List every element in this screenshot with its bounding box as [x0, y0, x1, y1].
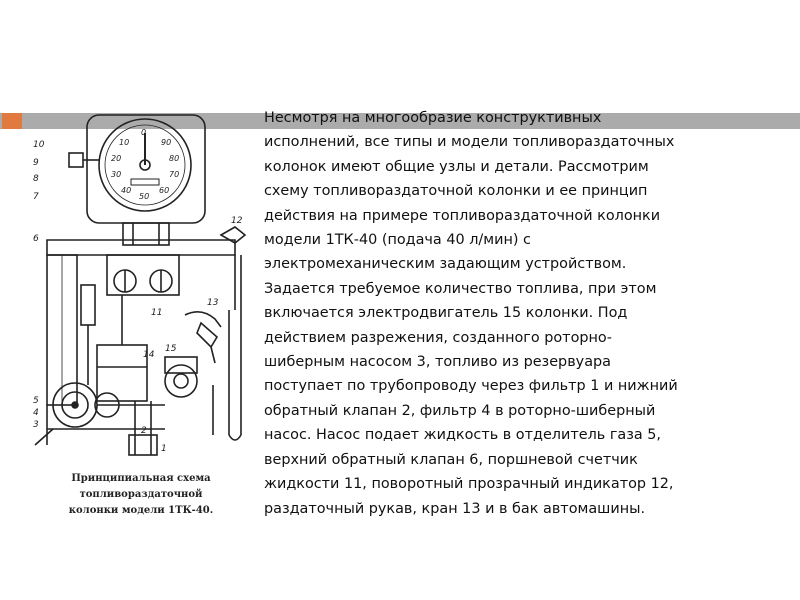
- part-label: 14: [143, 350, 155, 360]
- part-label: 1: [161, 444, 167, 454]
- paragraph-line: раздаточный рукав, кран 13 и в бак автомашины.: [264, 500, 646, 517]
- caption-line: Принципиальная схема топливораздаточной: [71, 473, 211, 500]
- dial-number: 90: [161, 138, 172, 147]
- fuel-dispenser-diagram: [25, 105, 257, 525]
- paragraph-line: жидкости 11, поворотный прозрачный индикатор 12,: [264, 476, 674, 493]
- paragraph-line: действия на примере топливораздаточной колонки: [264, 207, 661, 224]
- part-label: 3: [33, 420, 39, 430]
- paragraph-line: схему топливораздаточной колонки и ее принцип: [264, 183, 648, 200]
- dispenser-schematic: [25, 105, 257, 465]
- paragraph-line: насос. Насос подает жидкость в отделитель газа 5,: [264, 427, 661, 444]
- accent-marker: [2, 113, 22, 129]
- dial-number: 0: [141, 128, 147, 137]
- dial-number: 80: [169, 154, 180, 163]
- paragraph-line: верхний обратный клапан 6, поршневой счетчик: [264, 451, 638, 468]
- paragraph-line: модели 1ТК-40 (подача 40 л/мин) с: [264, 232, 531, 249]
- description-paragraph: [264, 106, 776, 521]
- part-label: 7: [33, 192, 39, 202]
- paragraph-line: шиберным насосом 3, топливо из резервуара: [264, 354, 611, 371]
- paragraph-line: исполнений, все типы и модели топливораздаточных: [264, 134, 675, 151]
- paragraph-line: колонок имеют общие узлы и детали. Рассмотрим: [264, 158, 649, 175]
- paragraph-line: поступает по трубопроводу через фильтр 1 и нижний: [264, 378, 678, 395]
- part-label: 15: [165, 344, 177, 354]
- dial-number: 50: [139, 192, 150, 201]
- part-label: 4: [33, 408, 39, 418]
- part-label: 5: [33, 396, 39, 406]
- paragraph-line: обратный клапан 2, фильтр 4 в роторно-шиберный: [264, 402, 656, 419]
- dial-number: 30: [111, 170, 122, 179]
- paragraph-line: включается электродвигатель 15 колонки. Под: [264, 305, 628, 322]
- part-label: 12: [231, 216, 243, 226]
- paragraph-line: действием разрежения, созданного роторно-: [264, 329, 612, 346]
- part-label: 2: [141, 426, 147, 436]
- part-label: 9: [33, 158, 39, 168]
- part-label: 11: [151, 308, 163, 318]
- part-label: 6: [33, 234, 39, 244]
- dial-number: 70: [169, 170, 180, 179]
- part-label: 13: [207, 298, 219, 308]
- dial-number: 20: [111, 154, 122, 163]
- paragraph-line: Задается требуемое количество топлива, при этом: [264, 280, 657, 297]
- paragraph-line: Несмотря на многообразие конструктивных: [264, 110, 602, 126]
- part-label: 8: [33, 174, 39, 184]
- dial-number: 60: [159, 186, 170, 195]
- caption-line: колонки модели 1ТК-40.: [68, 505, 214, 516]
- part-label: 10: [33, 140, 45, 150]
- figure-caption: [25, 471, 257, 519]
- dial-number: 40: [121, 186, 132, 195]
- dial-number: 10: [119, 138, 130, 147]
- paragraph-line: электромеханическим задающим устройством.: [264, 256, 627, 273]
